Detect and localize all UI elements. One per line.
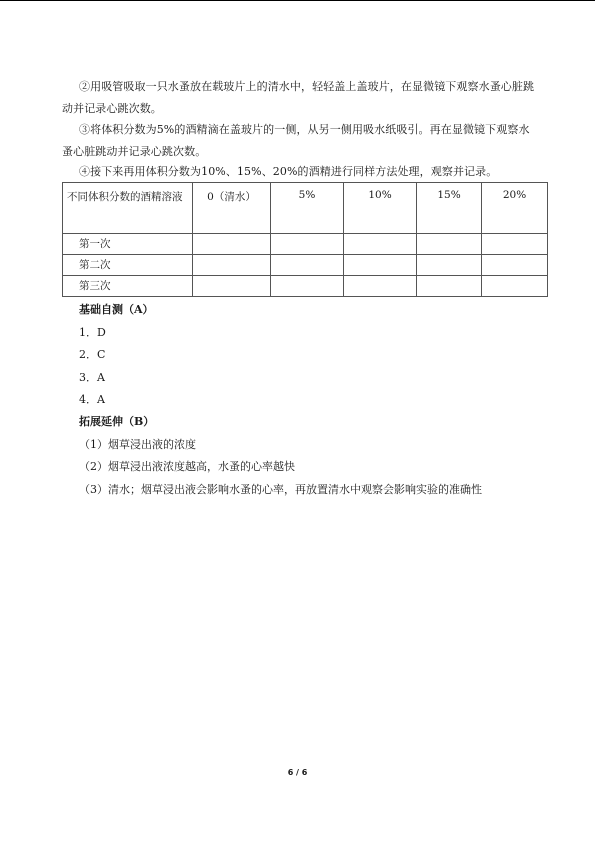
table-row [63,276,548,297]
table-cell [417,276,482,297]
table-row-label: 第二次 [63,255,193,276]
answer-item: （1）烟草浸出液的浓度 [79,437,196,451]
table-cell [344,234,417,255]
table-header-row [63,183,548,234]
answer-item: 4．A [79,393,105,406]
answer-item: （2）烟草浸出液浓度越高，水蚤的心率越快 [79,460,295,473]
table-cell [482,255,548,276]
table-cell [344,276,417,297]
table-cell [193,276,271,297]
answer-item: （3）清水；烟草浸出液会影响水蚤的心率，再放置清水中观察会影响实验的准确性 [79,482,482,496]
table-row-label: 第三次 [63,276,193,297]
section-b-title: 拓展延伸（B） [79,415,155,428]
step-4-paragraph: ④接下来再用体积分数为10%、15%、20%的酒精进行同样方法处理，观察并记录。 [79,165,498,178]
table-header-cell: 5% [271,183,344,234]
table-header-cell: 10% [344,183,417,234]
table-cell [482,276,548,297]
table-cell [271,255,344,276]
table-row [63,255,548,276]
section-extension [79,411,482,501]
table-header-cell: 15% [417,183,482,234]
step-2-paragraph: ②用吸管吸取一只水蚤放在载玻片上的清水中，轻轻盖上盖玻片，在显微镜下观察水蚤心脏跳动并记录心跳次数。 [62,80,535,115]
table-cell [344,255,417,276]
page-number: 6 / 6 [287,768,308,777]
page-top-rule [0,0,595,1]
alcohol-heartbeat-table [62,182,548,297]
table-cell [417,234,482,255]
section-a-title: 基础自测（A） [79,303,154,316]
table-header-cell: 不同体积分数的酒精溶液 [63,183,193,234]
table-cell [193,255,271,276]
table-header-cell: 20% [482,183,548,234]
table-cell [482,234,548,255]
table-header-cell: 0（清水） [193,183,271,234]
table-cell [193,234,271,255]
answer-item: 1．D [79,325,106,339]
answer-item: 3．A [79,370,105,384]
step-3-paragraph: ③将体积分数为5%的酒精滴在盖玻片的一侧，从另一侧用吸水纸吸引。再在显微镜下观察水蚤心脏跳动并记录心跳次数。 [62,123,530,158]
answer-item: 2．C [79,348,106,361]
table-cell [271,234,344,255]
table-cell [271,276,344,297]
table-row [63,234,548,255]
section-basic-self-test [79,299,154,412]
table-cell [417,255,482,276]
table-row-label: 第一次 [63,234,193,255]
